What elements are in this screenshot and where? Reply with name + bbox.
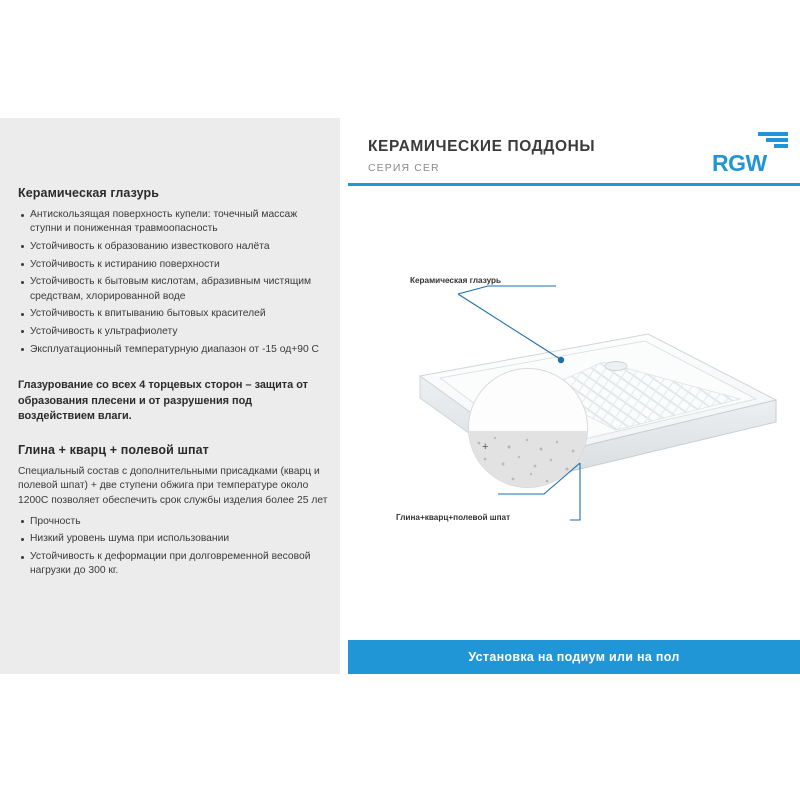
clay-feature-list	[18, 515, 330, 579]
list-item: Устойчивость к впитыванию бытовых красителей	[18, 307, 330, 321]
header-divider	[348, 183, 800, 186]
list-item: Устойчивость к образованию известкового налёта	[18, 240, 330, 254]
logo-wordmark: RGW	[712, 150, 767, 176]
page-subtitle: СЕРИЯ CER	[368, 162, 440, 174]
list-item: Устойчивость к истиранию поверхности	[18, 258, 330, 272]
list-item: Низкий уровень шума при использовании	[18, 532, 330, 546]
material-zoom-detail	[468, 368, 588, 488]
section-title-glaze: Керамическая глазурь	[18, 186, 160, 200]
glaze-feature-list	[18, 208, 330, 357]
rgw-logo	[712, 132, 788, 174]
left-panel-content	[18, 186, 330, 582]
footer-banner-text: Установка на подиум или на пол	[468, 650, 680, 664]
footer-banner	[348, 640, 800, 674]
logo-flag-icon	[758, 132, 788, 149]
spacer	[18, 360, 330, 378]
callout-label-clay: Глина+кварц+полевой шпат	[396, 513, 511, 522]
left-info-panel	[0, 118, 340, 674]
list-item: Устойчивость к деформации при долговременной весовой нагрузки до 300 кг.	[18, 550, 330, 578]
zoom-clay-layer	[469, 431, 587, 487]
section-title-clay: Глина + кварц + полевой шпат	[18, 442, 209, 457]
list-item: Устойчивость к ультрафиолету	[18, 325, 330, 339]
list-item: Прочность	[18, 515, 330, 529]
granular-texture	[469, 431, 587, 487]
zoom-glaze-layer	[469, 369, 587, 431]
list-item: Антискользящая поверхность купели: точечный массаж ступни и пониженная травмоопасность	[18, 208, 330, 236]
list-item: Устойчивость к бытовым кислотам, абразивным чистящим средствам, хлорированной воде	[18, 275, 330, 303]
spacer	[18, 425, 330, 443]
clay-paragraph: Специальный состав с дополнительными присадками (кварц и полевой шпат) + две ступени обжига при температуре около 1200С позволяет обеспечить срок службы изделия более 25 лет	[18, 465, 328, 507]
product-illustration	[348, 258, 800, 558]
page-title: КЕРАМИЧЕСКИЕ ПОДДОНЫ	[368, 138, 596, 155]
callout-label-glaze: Керамическая глазурь	[410, 276, 502, 285]
glazing-note: Глазурование со всех 4 торцевых сторон – защита от образования плесени и от разрушения под воздействием влаги.	[18, 379, 308, 423]
plus-icon: +	[482, 441, 489, 453]
list-item: Эксплуатационный температурную диапазон от -15 од+90 С	[18, 343, 330, 357]
